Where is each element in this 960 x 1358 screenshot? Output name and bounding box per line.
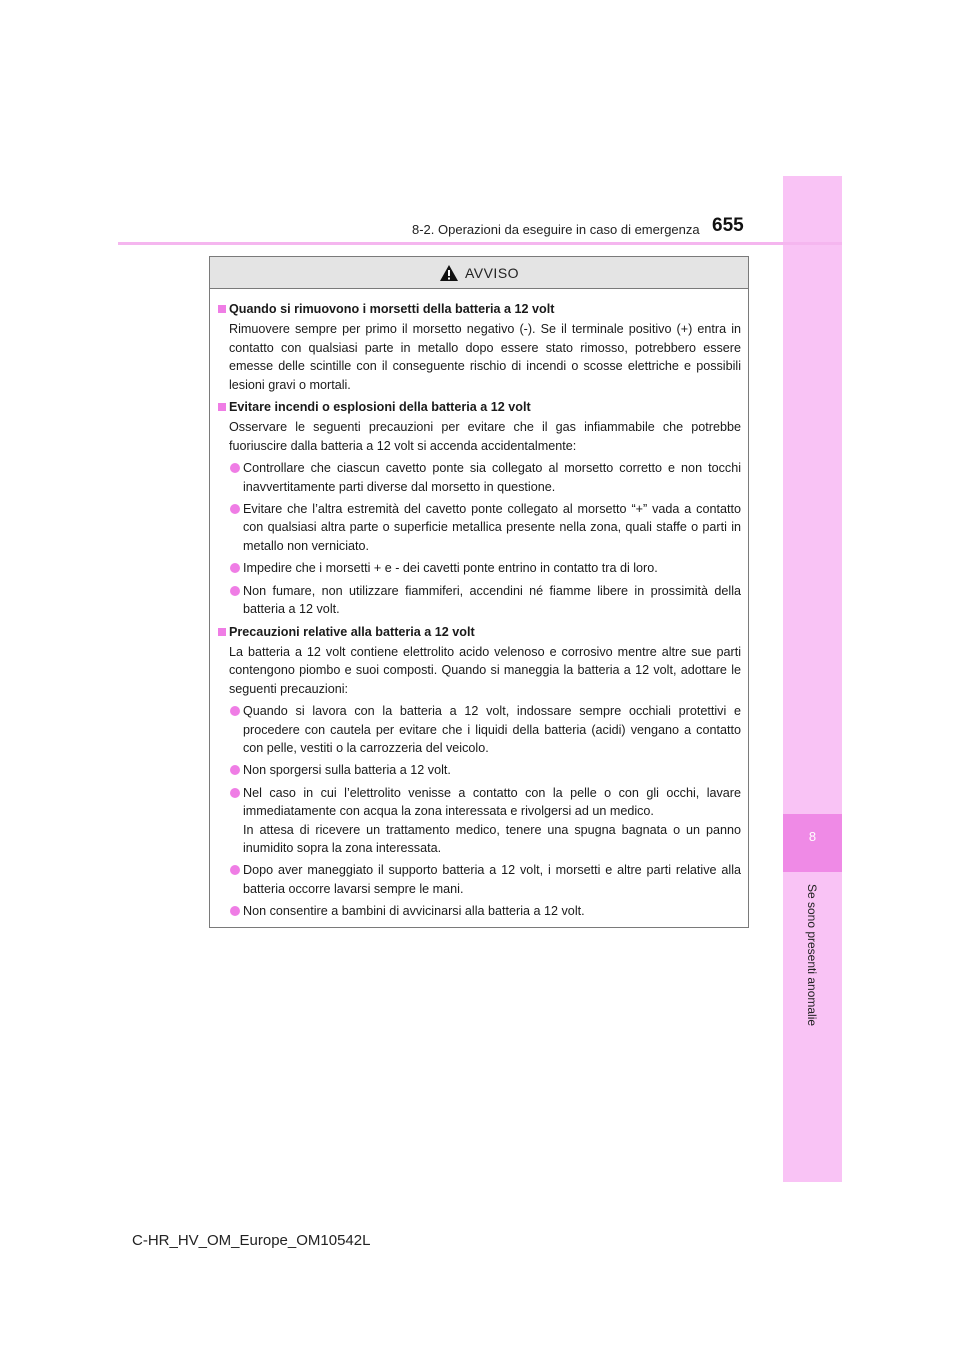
bullet-text: Quando si lavora con la batteria a 12 volt, indossare sempre occhiali protettivi e procedere con cautela per evitare che i liquidi della batteria (acidi) vengano a contatto con pelle, vestiti o la carrozzeria del veicolo. [243, 704, 741, 755]
bullet-text: Evitare che l’altra estremità del cavetto ponte collegato al morsetto “+” vada a contatto con qualsiasi altra parte o superficie metallica presente nella zona, quali staffe o parti in metallo non verniciato. [243, 502, 741, 553]
round-bullet-icon [230, 504, 240, 514]
round-bullet-icon [230, 563, 240, 573]
section-text: Rimuovere sempre per primo il morsetto negativo (-). Se il terminale positivo (+) entra in contatto con qualsiasi parte in metallo dopo essere stato rimosso, potrebbero essere emesse delle scintille con il conseguente rischio di incendi o scosse elettriche e possibili lesioni gravi o mortali. [229, 322, 741, 392]
bullet-item [218, 761, 741, 779]
bullet-item [218, 784, 741, 858]
bullet-item [218, 702, 741, 757]
bullet-text: Non sporgersi sulla batteria a 12 volt. [243, 763, 451, 778]
warning-triangle-icon [439, 264, 459, 282]
bullet-text: Impedire che i morsetti + e - dei cavetti ponte entrino in contatto tra di loro. [243, 561, 658, 576]
bullet-item [218, 861, 741, 898]
round-bullet-icon [230, 906, 240, 916]
page-number: 655 [712, 215, 744, 236]
round-bullet-icon [230, 706, 240, 716]
section-text: Osservare le seguenti precauzioni per evitare che il gas infiammabile che potrebbe fuoriuscire dalla batteria a 12 volt si accenda accidentalmente: [229, 420, 741, 453]
warning-header [210, 257, 748, 289]
round-bullet-icon [230, 865, 240, 875]
section-heading [218, 300, 741, 318]
chapter-label: Se sono presenti anomalie [805, 883, 819, 1027]
section-heading [218, 398, 741, 416]
warning-box [209, 256, 749, 928]
section-title: 8-2. Operazioni da eseguire in caso di emergenza [412, 222, 700, 237]
bullet-item [218, 500, 741, 555]
bullet-item [218, 459, 741, 496]
square-bullet-icon [218, 403, 226, 411]
bullet-item [218, 902, 741, 920]
section-heading-text: Precauzioni relative alla batteria a 12 volt [229, 624, 475, 639]
header-rule [118, 242, 842, 245]
square-bullet-icon [218, 628, 226, 636]
bullet-text: Non fumare, non utilizzare fiammiferi, accendini né fiamme libere in prossimità della batteria a 12 volt. [243, 583, 741, 617]
document-code: C-HR_HV_OM_Europe_OM10542L [132, 1232, 371, 1249]
section-heading [218, 623, 741, 641]
round-bullet-icon [230, 463, 240, 473]
bullet-text: Nel caso in cui l’elettrolito venisse a contatto con la pelle o con gli occhi, lavare immediatamente con acqua la zona interessata e rivolgersi ad un medico. In attesa di ricevere un trattamento medico, tenere una spugna bagnata o un panno inumidito sopra la zona interessata. [243, 785, 741, 855]
square-bullet-icon [218, 305, 226, 313]
round-bullet-icon [230, 788, 240, 798]
bullet-item [218, 559, 741, 577]
round-bullet-icon [230, 586, 240, 596]
warning-title: AVVISO [464, 264, 520, 281]
side-tab [783, 176, 842, 1182]
bullet-item [218, 582, 741, 619]
bullet-text: Dopo aver maneggiato il supporto batteria a 12 volt, i morsetti e altre parti relative alla batteria occorre lavarsi sempre le mani. [243, 863, 741, 896]
chapter-number: 8 [808, 829, 817, 844]
section-text: La batteria a 12 volt contiene elettrolito acido velenoso e corrosivo mentre altre sue parti contengono piombo e suoi composti. Quando si maneggia la batteria a 12 volt, adottare le seguenti precauzioni: [229, 644, 741, 696]
section-heading-text: Evitare incendi o esplosioni della batteria a 12 volt [229, 400, 531, 415]
warning-body [210, 289, 748, 921]
bullet-text: Non consentire a bambini di avvicinarsi alla batteria a 12 volt. [243, 904, 585, 919]
section-heading-text: Quando si rimuovono i morsetti della batteria a 12 volt [229, 302, 555, 316]
round-bullet-icon [230, 765, 240, 775]
bullet-text: Controllare che ciascun cavetto ponte sia collegato al morsetto corretto e non tocchi inavvertitamente parti diverse dal morsetto in questione. [243, 461, 741, 494]
